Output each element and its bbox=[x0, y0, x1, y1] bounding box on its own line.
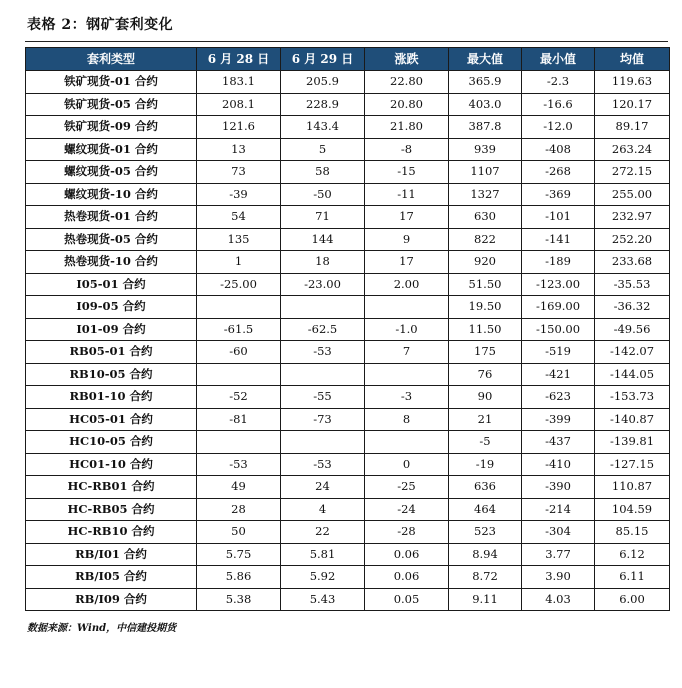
cell-arb-type: RB/I09 合约 bbox=[26, 588, 197, 611]
cell-arb-type: 热卷现货-05 合约 bbox=[26, 228, 197, 251]
table-row bbox=[26, 273, 670, 296]
cell-jun29: 5.43 bbox=[281, 588, 365, 611]
cell-mean: -139.81 bbox=[595, 431, 670, 454]
cell-mean: -144.05 bbox=[595, 363, 670, 386]
cell-min: -141 bbox=[522, 228, 595, 251]
cell-min: -150.00 bbox=[522, 318, 595, 341]
cell-jun28: 5.86 bbox=[197, 566, 281, 589]
table-row bbox=[26, 228, 670, 251]
cell-arb-type: RB05-01 合约 bbox=[26, 341, 197, 364]
cell-mean: -140.87 bbox=[595, 408, 670, 431]
cell-change: 0.05 bbox=[365, 588, 449, 611]
cell-jun29: 58 bbox=[281, 161, 365, 184]
cell-change: 0 bbox=[365, 453, 449, 476]
cell-min: -421 bbox=[522, 363, 595, 386]
cell-jun29: 5.92 bbox=[281, 566, 365, 589]
cell-jun29: 18 bbox=[281, 251, 365, 274]
cell-jun28: -52 bbox=[197, 386, 281, 409]
cell-jun28: -61.5 bbox=[197, 318, 281, 341]
cell-arb-type: I01-09 合约 bbox=[26, 318, 197, 341]
cell-jun28: 13 bbox=[197, 138, 281, 161]
table-row bbox=[26, 408, 670, 431]
table-row bbox=[26, 476, 670, 499]
cell-arb-type: 热卷现货-10 合约 bbox=[26, 251, 197, 274]
cell-mean: 6.00 bbox=[595, 588, 670, 611]
cell-change: 7 bbox=[365, 341, 449, 364]
table-title: 表格 2：钢矿套利变化 bbox=[27, 17, 174, 33]
cell-mean: 120.17 bbox=[595, 93, 670, 116]
cell-jun29: 22 bbox=[281, 521, 365, 544]
cell-change: 2.00 bbox=[365, 273, 449, 296]
cell-mean: -36.32 bbox=[595, 296, 670, 319]
cell-max: -5 bbox=[449, 431, 522, 454]
cell-jun29: -23.00 bbox=[281, 273, 365, 296]
cell-change: 22.80 bbox=[365, 71, 449, 94]
cell-jun29: -53 bbox=[281, 453, 365, 476]
cell-mean: 252.20 bbox=[595, 228, 670, 251]
cell-mean: 6.11 bbox=[595, 566, 670, 589]
cell-min: -214 bbox=[522, 498, 595, 521]
cell-min: -369 bbox=[522, 183, 595, 206]
cell-min: -623 bbox=[522, 386, 595, 409]
cell-change: 17 bbox=[365, 206, 449, 229]
header-change: 涨跌 bbox=[365, 48, 449, 71]
header-arb-type: 套利类型 bbox=[26, 48, 197, 71]
cell-jun28 bbox=[197, 431, 281, 454]
cell-jun29: -55 bbox=[281, 386, 365, 409]
cell-mean: 6.12 bbox=[595, 543, 670, 566]
cell-max: 464 bbox=[449, 498, 522, 521]
cell-max: 1107 bbox=[449, 161, 522, 184]
cell-jun28: 50 bbox=[197, 521, 281, 544]
cell-min: -390 bbox=[522, 476, 595, 499]
cell-min: -189 bbox=[522, 251, 595, 274]
cell-change: -11 bbox=[365, 183, 449, 206]
cell-jun29: 4 bbox=[281, 498, 365, 521]
cell-jun28: 135 bbox=[197, 228, 281, 251]
table-row bbox=[26, 498, 670, 521]
cell-min: -16.6 bbox=[522, 93, 595, 116]
cell-change: -28 bbox=[365, 521, 449, 544]
cell-min: -410 bbox=[522, 453, 595, 476]
cell-jun28: -39 bbox=[197, 183, 281, 206]
table-row bbox=[26, 116, 670, 139]
cell-min: -399 bbox=[522, 408, 595, 431]
cell-jun28: -81 bbox=[197, 408, 281, 431]
cell-change: -8 bbox=[365, 138, 449, 161]
cell-jun29: 5.81 bbox=[281, 543, 365, 566]
cell-change: 17 bbox=[365, 251, 449, 274]
cell-jun29: 71 bbox=[281, 206, 365, 229]
header-mean: 均值 bbox=[595, 48, 670, 71]
cell-max: 523 bbox=[449, 521, 522, 544]
cell-jun28: 183.1 bbox=[197, 71, 281, 94]
cell-mean: 272.15 bbox=[595, 161, 670, 184]
arbitrage-table bbox=[25, 47, 670, 611]
cell-max: 19.50 bbox=[449, 296, 522, 319]
table-row bbox=[26, 93, 670, 116]
cell-jun29 bbox=[281, 431, 365, 454]
cell-min: -519 bbox=[522, 341, 595, 364]
table-row bbox=[26, 431, 670, 454]
cell-min: -169.00 bbox=[522, 296, 595, 319]
cell-mean: -153.73 bbox=[595, 386, 670, 409]
table-row bbox=[26, 318, 670, 341]
cell-mean: -142.07 bbox=[595, 341, 670, 364]
cell-mean: 85.15 bbox=[595, 521, 670, 544]
cell-max: 920 bbox=[449, 251, 522, 274]
cell-arb-type: 热卷现货-01 合约 bbox=[26, 206, 197, 229]
cell-max: 387.8 bbox=[449, 116, 522, 139]
cell-arb-type: RB01-10 合约 bbox=[26, 386, 197, 409]
cell-max: 175 bbox=[449, 341, 522, 364]
cell-change: 0.06 bbox=[365, 543, 449, 566]
cell-max: 636 bbox=[449, 476, 522, 499]
table-row bbox=[26, 161, 670, 184]
cell-arb-type: I05-01 合约 bbox=[26, 273, 197, 296]
cell-change: -24 bbox=[365, 498, 449, 521]
title-divider bbox=[25, 41, 668, 42]
table-row bbox=[26, 206, 670, 229]
cell-change: 9 bbox=[365, 228, 449, 251]
cell-mean: -35.53 bbox=[595, 273, 670, 296]
table-row bbox=[26, 453, 670, 476]
cell-mean: 263.24 bbox=[595, 138, 670, 161]
cell-arb-type: HC01-10 合约 bbox=[26, 453, 197, 476]
cell-jun28: -25.00 bbox=[197, 273, 281, 296]
cell-max: 939 bbox=[449, 138, 522, 161]
cell-mean: 89.17 bbox=[595, 116, 670, 139]
cell-max: 8.72 bbox=[449, 566, 522, 589]
header-max: 最大值 bbox=[449, 48, 522, 71]
cell-jun29: 143.4 bbox=[281, 116, 365, 139]
cell-jun28: 49 bbox=[197, 476, 281, 499]
cell-max: 11.50 bbox=[449, 318, 522, 341]
cell-min: -123.00 bbox=[522, 273, 595, 296]
cell-jun28: 1 bbox=[197, 251, 281, 274]
cell-mean: 110.87 bbox=[595, 476, 670, 499]
cell-jun28: 5.38 bbox=[197, 588, 281, 611]
cell-max: 76 bbox=[449, 363, 522, 386]
cell-jun28: 54 bbox=[197, 206, 281, 229]
cell-max: 1327 bbox=[449, 183, 522, 206]
table-row bbox=[26, 588, 670, 611]
cell-max: 403.0 bbox=[449, 93, 522, 116]
cell-jun29: 228.9 bbox=[281, 93, 365, 116]
cell-arb-type: RB10-05 合约 bbox=[26, 363, 197, 386]
cell-arb-type: RB/I01 合约 bbox=[26, 543, 197, 566]
cell-max: 90 bbox=[449, 386, 522, 409]
table-row bbox=[26, 341, 670, 364]
cell-arb-type: 螺纹现货-05 合约 bbox=[26, 161, 197, 184]
header-jun28: 6 月 28 日 bbox=[197, 48, 281, 71]
cell-arb-type: RB/I05 合约 bbox=[26, 566, 197, 589]
table-row bbox=[26, 363, 670, 386]
table-header-row bbox=[26, 48, 670, 71]
cell-min: -12.0 bbox=[522, 116, 595, 139]
cell-jun28: 73 bbox=[197, 161, 281, 184]
cell-jun29: 24 bbox=[281, 476, 365, 499]
cell-change bbox=[365, 431, 449, 454]
table-row bbox=[26, 543, 670, 566]
cell-change: 21.80 bbox=[365, 116, 449, 139]
cell-jun28: 208.1 bbox=[197, 93, 281, 116]
cell-max: 630 bbox=[449, 206, 522, 229]
cell-jun28: 28 bbox=[197, 498, 281, 521]
cell-mean: 255.00 bbox=[595, 183, 670, 206]
cell-max: 51.50 bbox=[449, 273, 522, 296]
cell-jun29: -73 bbox=[281, 408, 365, 431]
header-min: 最小值 bbox=[522, 48, 595, 71]
cell-change: 0.06 bbox=[365, 566, 449, 589]
cell-change: -1.0 bbox=[365, 318, 449, 341]
cell-max: 9.11 bbox=[449, 588, 522, 611]
cell-jun28: 121.6 bbox=[197, 116, 281, 139]
table-row bbox=[26, 296, 670, 319]
cell-max: 365.9 bbox=[449, 71, 522, 94]
cell-change bbox=[365, 363, 449, 386]
table-row bbox=[26, 386, 670, 409]
cell-jun29: 5 bbox=[281, 138, 365, 161]
cell-min: 3.77 bbox=[522, 543, 595, 566]
cell-mean: 119.63 bbox=[595, 71, 670, 94]
cell-arb-type: HC-RB01 合约 bbox=[26, 476, 197, 499]
cell-arb-type: 铁矿现货-09 合约 bbox=[26, 116, 197, 139]
cell-jun29: -50 bbox=[281, 183, 365, 206]
table-row bbox=[26, 138, 670, 161]
cell-arb-type: HC-RB10 合约 bbox=[26, 521, 197, 544]
data-source-note: 数据来源：Wind，中信建投期货 bbox=[27, 623, 177, 634]
cell-mean: 104.59 bbox=[595, 498, 670, 521]
cell-jun28: -53 bbox=[197, 453, 281, 476]
cell-jun29 bbox=[281, 296, 365, 319]
cell-mean: 232.97 bbox=[595, 206, 670, 229]
cell-change: 20.80 bbox=[365, 93, 449, 116]
cell-arb-type: HC-RB05 合约 bbox=[26, 498, 197, 521]
cell-mean: -127.15 bbox=[595, 453, 670, 476]
cell-jun29: 144 bbox=[281, 228, 365, 251]
cell-min: 3.90 bbox=[522, 566, 595, 589]
cell-arb-type: HC05-01 合约 bbox=[26, 408, 197, 431]
header-jun29: 6 月 29 日 bbox=[281, 48, 365, 71]
cell-max: 822 bbox=[449, 228, 522, 251]
cell-jun29 bbox=[281, 363, 365, 386]
cell-jun28 bbox=[197, 363, 281, 386]
cell-max: 8.94 bbox=[449, 543, 522, 566]
cell-min: -408 bbox=[522, 138, 595, 161]
cell-jun29: -53 bbox=[281, 341, 365, 364]
cell-change: -3 bbox=[365, 386, 449, 409]
cell-mean: -49.56 bbox=[595, 318, 670, 341]
cell-min: -437 bbox=[522, 431, 595, 454]
cell-change: 8 bbox=[365, 408, 449, 431]
cell-arb-type: I09-05 合约 bbox=[26, 296, 197, 319]
cell-min: -101 bbox=[522, 206, 595, 229]
cell-max: -19 bbox=[449, 453, 522, 476]
cell-arb-type: 铁矿现货-05 合约 bbox=[26, 93, 197, 116]
cell-arb-type: HC10-05 合约 bbox=[26, 431, 197, 454]
cell-arb-type: 螺纹现货-10 合约 bbox=[26, 183, 197, 206]
cell-jun29: 205.9 bbox=[281, 71, 365, 94]
cell-jun28: 5.75 bbox=[197, 543, 281, 566]
table-row bbox=[26, 521, 670, 544]
table-row bbox=[26, 71, 670, 94]
cell-min: -2.3 bbox=[522, 71, 595, 94]
cell-jun28: -60 bbox=[197, 341, 281, 364]
cell-jun28 bbox=[197, 296, 281, 319]
cell-arb-type: 螺纹现货-01 合约 bbox=[26, 138, 197, 161]
table-row bbox=[26, 251, 670, 274]
cell-arb-type: 铁矿现货-01 合约 bbox=[26, 71, 197, 94]
cell-min: 4.03 bbox=[522, 588, 595, 611]
cell-change: -25 bbox=[365, 476, 449, 499]
cell-mean: 233.68 bbox=[595, 251, 670, 274]
cell-change: -15 bbox=[365, 161, 449, 184]
cell-max: 21 bbox=[449, 408, 522, 431]
table-row bbox=[26, 566, 670, 589]
cell-min: -268 bbox=[522, 161, 595, 184]
table-row bbox=[26, 183, 670, 206]
cell-change bbox=[365, 296, 449, 319]
cell-min: -304 bbox=[522, 521, 595, 544]
cell-jun29: -62.5 bbox=[281, 318, 365, 341]
